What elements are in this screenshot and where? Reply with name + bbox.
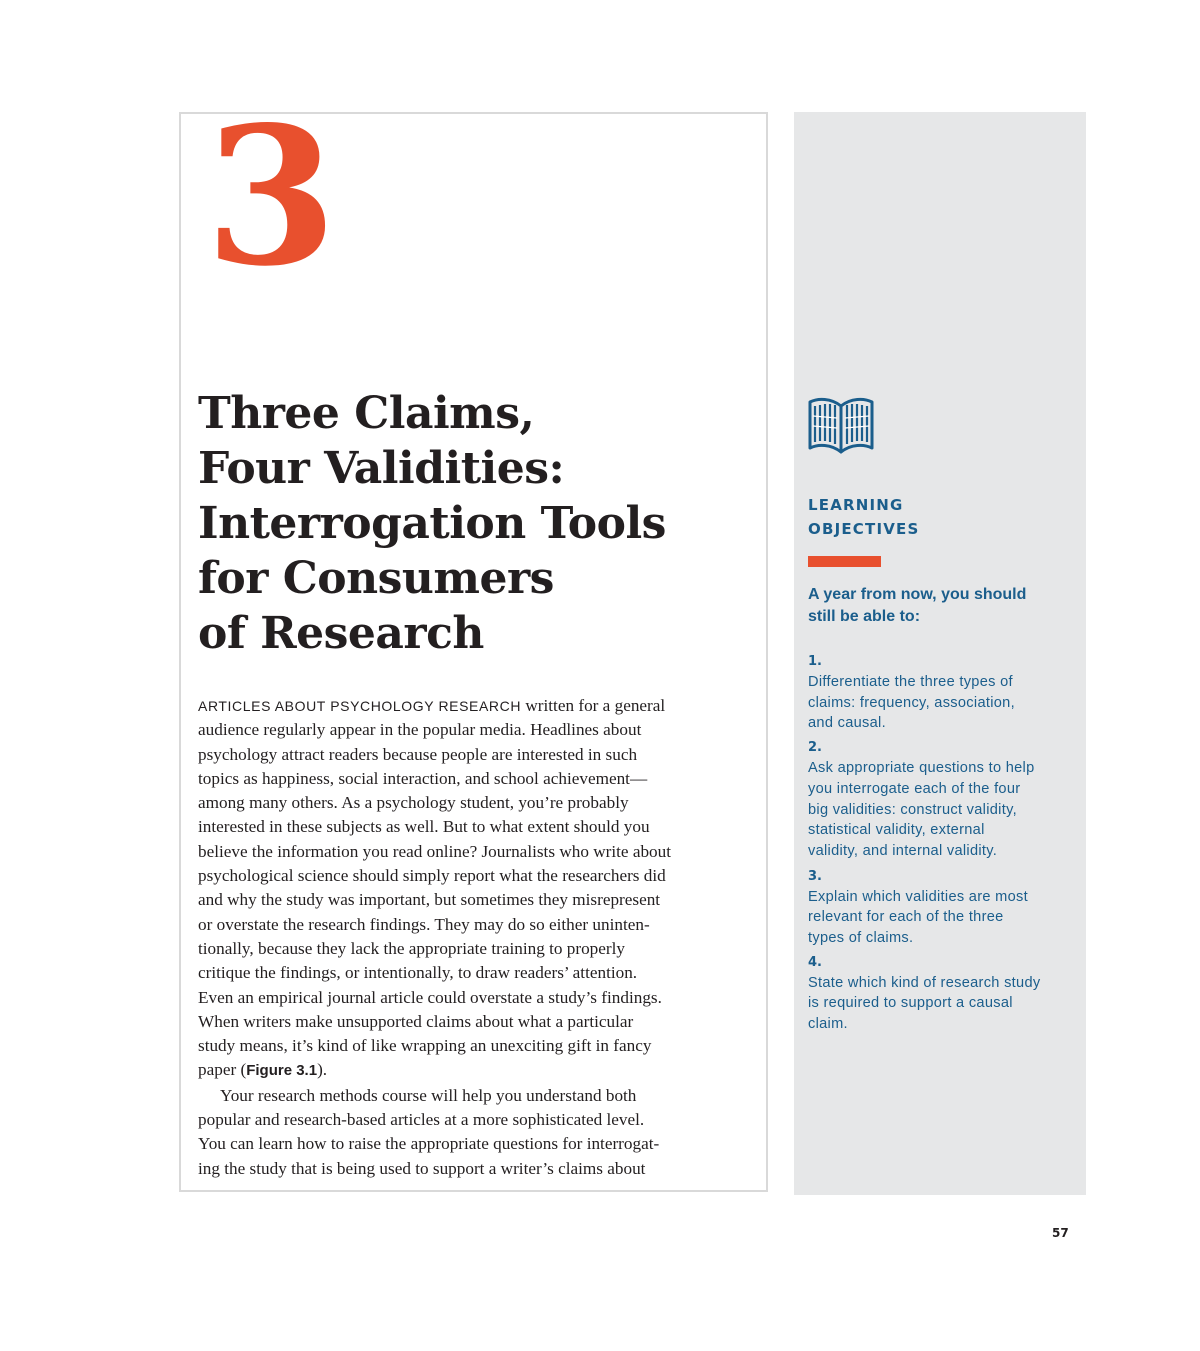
objective-line: relevant for each of the three	[808, 909, 1004, 926]
objectives-heading	[808, 493, 1008, 541]
text-fragment: ).	[317, 1060, 328, 1080]
objective-item	[808, 867, 1080, 949]
objective-line: State which kind of research study	[808, 974, 1041, 991]
chapter-opener-panel	[179, 85, 768, 1192]
text-fragment: paper (	[198, 1060, 247, 1080]
objective-line: is required to support a causal	[808, 995, 1013, 1012]
objective-line: Ask appropriate questions to help	[808, 760, 1035, 777]
objective-line: and causal.	[808, 715, 886, 732]
text-line: Your research methods course will help you understand both	[220, 1085, 637, 1105]
objective-number: 4.	[808, 954, 822, 970]
objective-number: 1.	[808, 654, 822, 669]
objective-line: you interrogate each of the four	[808, 780, 1021, 797]
objective-item	[808, 953, 1080, 1035]
objective-number: 2.	[808, 740, 822, 756]
intro-line: A year from now, you should	[808, 586, 1027, 603]
objective-text	[808, 758, 1080, 862]
objective-line: claim.	[808, 1016, 848, 1033]
objective-line: validity, and internal validity.	[808, 842, 998, 859]
text-line: You can learn how to raise the appropriate questions for interrogat-	[198, 1134, 660, 1154]
accent-rule	[808, 556, 881, 567]
text-line: psychology attract readers because people are interested in such	[198, 744, 638, 764]
chapter-title-line: Interrogation Tools	[198, 498, 666, 549]
objective-line: Explain which validities are most	[808, 888, 1028, 905]
text-line: interested in these subjects as well. But to what extent should you	[198, 817, 650, 837]
page-number: 57	[1052, 1226, 1069, 1240]
text-line	[198, 694, 758, 718]
objective-line: types of claims.	[808, 930, 914, 947]
body-text	[198, 694, 758, 1181]
text-line: and why the study was important, but sometimes they misrepresent	[198, 890, 661, 910]
chapter-title-line: of Research	[198, 608, 484, 659]
figure-reference-link[interactable]: Figure 3.1	[246, 1062, 318, 1080]
objective-item	[808, 738, 1080, 862]
chapter-number: 3	[205, 85, 334, 308]
objective-text	[808, 672, 1080, 734]
chapter-title-line: Four Validities:	[198, 443, 565, 494]
objective-line: big validities: construct validity,	[808, 801, 1017, 818]
chapter-title	[198, 386, 758, 661]
open-book-icon	[806, 392, 876, 462]
paragraph-2	[198, 1084, 758, 1181]
text-line: topics as happiness, social interaction, and school achievement—	[198, 768, 648, 788]
text-line: tionally, because they lack the appropriate training to properly	[198, 938, 625, 958]
heading-line: OBJECTIVES	[808, 520, 920, 538]
objective-item	[808, 652, 1080, 734]
chapter-title-line: Three Claims,	[198, 388, 535, 439]
text-line: among many others. As a psychology student, you’re probably	[198, 793, 629, 813]
text-line: believe the information you read online? Journalists who write about	[198, 841, 672, 861]
learning-objectives-sidebar	[794, 112, 1086, 1195]
text-line: psychological science should simply report what the researchers did	[198, 866, 666, 886]
text-line: or overstate the research findings. They may do so either uninten-	[198, 914, 650, 934]
text-line: ing the study that is being used to support a writer’s claims about	[198, 1158, 646, 1178]
paragraph-1	[198, 694, 758, 1084]
text-line: Even an empirical journal article could overstate a study’s findings.	[198, 987, 662, 1007]
heading-line: LEARNING	[808, 496, 904, 514]
chapter-title-line: for Consumers	[198, 553, 554, 604]
objective-line: statistical validity, external	[808, 822, 985, 839]
objective-line: Differentiate the three types of	[808, 674, 1013, 690]
objective-list	[808, 652, 1080, 1035]
text-line: audience regularly appear in the popular media. Headlines about	[198, 720, 642, 740]
objectives-intro	[808, 584, 1078, 628]
objective-number: 3.	[808, 868, 822, 884]
text-fragment: written for a general	[521, 696, 666, 715]
objective-text	[808, 887, 1080, 949]
objective-text	[808, 973, 1080, 1035]
objective-line: claims: frequency, association,	[808, 694, 1015, 711]
text-line: popular and research-based articles at a more sophisticated level.	[198, 1110, 645, 1130]
intro-line: still be able to:	[808, 608, 921, 625]
lead-in-caps: ARTICLES ABOUT PSYCHOLOGY RESEARCH	[198, 698, 522, 714]
text-line	[198, 1058, 758, 1083]
text-line: study means, it’s kind of like wrapping an unexciting gift in fancy	[198, 1036, 652, 1056]
text-line: critique the findings, or intentionally, to draw readers’ attention.	[198, 963, 638, 983]
text-line: When writers make unsupported claims about what a particular	[198, 1011, 634, 1031]
